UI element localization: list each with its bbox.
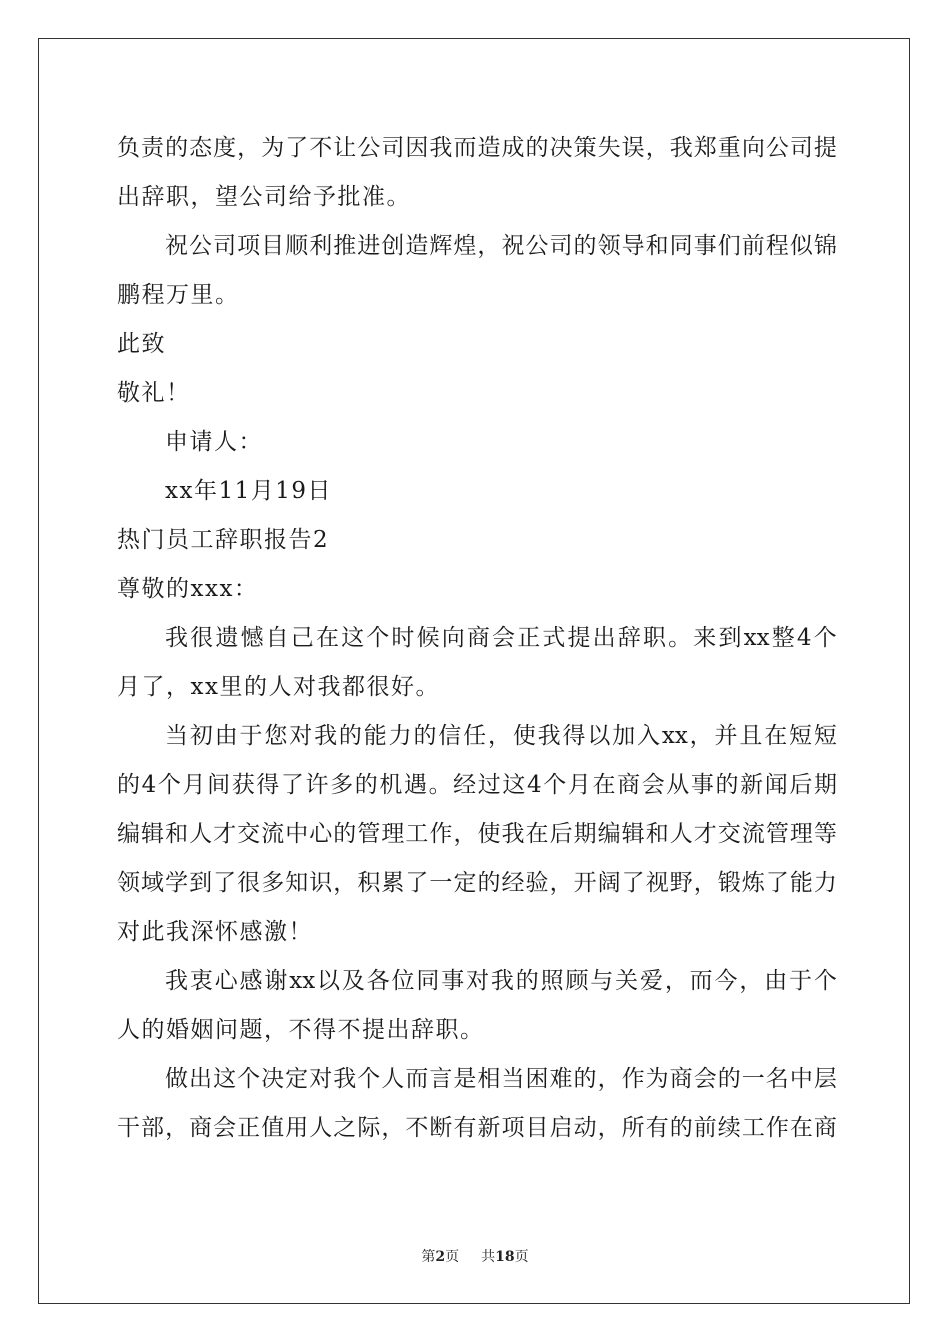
- text-line: 编 辑 和 人 才 交 流 中 心 的 管 理 工 作 ， 使 我 在 后 期 编 辑 和 人 才 交 流 管 理 等: [117, 821, 837, 847]
- text-line: 此致: [117, 331, 166, 357]
- text-line: 当 初 由 于 您 对 我 的 能 力 的 信 任 ， 使 我 得 以 加 入 xx ， 并 且 在 短 短: [165, 723, 837, 749]
- text-line: 月了，xx里的人对我都很好。: [117, 674, 440, 700]
- text-line: 敬礼！: [117, 380, 191, 406]
- text-line: 我 衷 心 感 谢 xx 以 及 各 位 同 事 对 我 的 照 顾 与 关 爱 ， 而 今 ， 由 于 个: [165, 968, 837, 994]
- text-line: 出辞职，望公司给予批准。: [117, 184, 411, 210]
- text-line: 人的婚姻问题，不得不提出辞职。: [117, 1017, 485, 1043]
- text-line: 热门员工辞职报告2: [117, 527, 330, 553]
- total-suffix: 页: [514, 1249, 529, 1265]
- page-suffix: 页: [445, 1249, 460, 1265]
- document-body: [117, 124, 837, 1153]
- total-prefix: 共: [481, 1249, 496, 1265]
- page-footer: [0, 1246, 950, 1266]
- text-line: 做 出 这 个 决 定 对 我 个 人 而 言 是 相 当 困 难 的 ， 作 为 商 会 的 一 名 中 层: [165, 1066, 837, 1092]
- text-line: 负 责 的 态 度 ， 为 了 不 让 公 司 因 我 而 造 成 的 决 策 失 误 ， 我 郑 重 向 公 司 提: [117, 135, 837, 161]
- text-line: 的 4 个 月 间 获 得 了 许 多 的 机 遇 。 经 过 这 4 个 月 在 商 会 从 事 的 新 闻 后 期: [117, 772, 837, 798]
- page-prefix: 第: [421, 1249, 436, 1265]
- text-line: 对此我深怀感激！: [117, 919, 313, 945]
- text-line: 申请人：: [165, 429, 263, 455]
- text-line: xx年11月19日: [165, 478, 332, 504]
- text-line: 我 很 遗 憾 自 己 在 这 个 时 候 向 商 会 正 式 提 出 辞 职 。 来 到 xx 整 4 个: [165, 625, 837, 651]
- page-number: 2: [435, 1249, 446, 1265]
- text-line: 干 部 ， 商 会 正 值 用 人 之 际 ， 不 断 有 新 项 目 启 动 ， 所 有 的 前 续 工 作 在 商: [117, 1115, 837, 1141]
- text-line: 鹏程万里。: [117, 282, 240, 308]
- text-line: 祝 公 司 项 目 顺 利 推 进 创 造 辉 煌 ， 祝 公 司 的 领 导 和 同 事 们 前 程 似 锦: [165, 233, 837, 259]
- total-pages: 18: [495, 1249, 515, 1265]
- text-line: 领 域 学 到 了 很 多 知 识 ， 积 累 了 一 定 的 经 验 ， 开 阔 了 视 野 ， 锻 炼 了 能 力: [117, 870, 837, 896]
- text-line: 尊敬的xxx：: [117, 576, 259, 602]
